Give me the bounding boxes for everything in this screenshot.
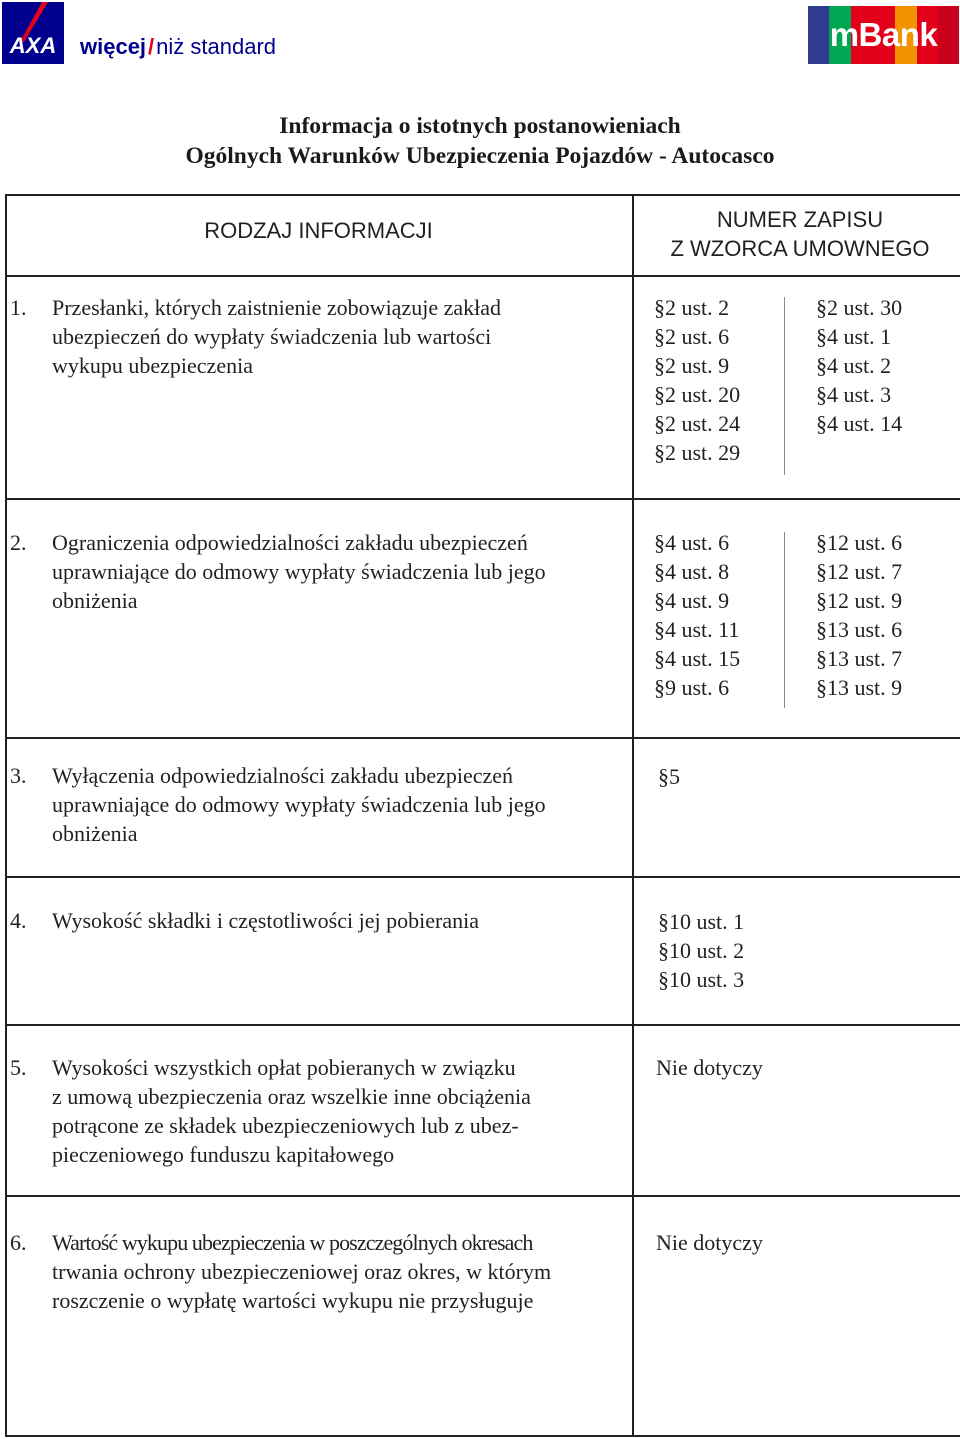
row-number: 5. — [10, 1055, 27, 1080]
reference-item: §13 ust. 7 — [816, 646, 903, 671]
reference-item: §10 ust. 3 — [658, 967, 745, 992]
row-description-line: uprawniające do odmowy wypłaty świadczenia lub jego — [52, 559, 546, 584]
reference-item: §4 ust. 3 — [816, 382, 892, 407]
row-description — [52, 293, 630, 380]
reference-item: §2 ust. 29 — [654, 440, 741, 465]
row-description-line: uprawniające do odmowy wypłaty świadczenia lub jego — [52, 792, 546, 817]
reference-item: Nie dotyczy — [656, 1055, 763, 1080]
row-references-primary — [658, 907, 744, 994]
column-header-type: RODZAJ INFORMACJI — [204, 218, 433, 243]
row-description — [52, 906, 630, 935]
row-references-primary — [654, 528, 740, 702]
title-line-1: Informacja o istotnych postanowieniach — [279, 113, 681, 139]
reference-item: §4 ust. 2 — [816, 353, 892, 378]
table-column-divider — [632, 194, 634, 1437]
reference-item: Nie dotyczy — [656, 1230, 763, 1255]
reference-item: §10 ust. 2 — [658, 938, 745, 963]
reference-separator — [784, 297, 785, 475]
reference-item: §2 ust. 24 — [654, 411, 741, 436]
row-description-line: Ograniczenia odpowiedzialności zakładu ubezpieczeń — [52, 530, 528, 555]
row-references-primary — [656, 1053, 763, 1082]
reference-item: §12 ust. 7 — [816, 559, 903, 584]
reference-item: §4 ust. 6 — [654, 530, 730, 555]
row-references-primary — [654, 293, 740, 467]
reference-item: §2 ust. 2 — [654, 295, 730, 320]
row-description-line: obniżenia — [52, 821, 138, 846]
row-description — [52, 528, 630, 615]
row-description-line: Wyłączenia odpowiedzialności zakładu ubezpieczeń — [52, 763, 514, 788]
row-description-line: potrącone ze składek ubezpieczeniowych lub z ubez- — [52, 1113, 519, 1138]
reference-item: §4 ust. 1 — [816, 324, 892, 349]
reference-item: §4 ust. 15 — [654, 646, 741, 671]
column-header-number-line-1: NUMER ZAPISU — [716, 207, 884, 232]
reference-item: §9 ust. 6 — [654, 675, 730, 700]
reference-item: §13 ust. 6 — [816, 617, 903, 642]
table-row-divider — [5, 498, 960, 500]
column-header-number-line-2: Z WZORCA UMOWNEGO — [670, 236, 930, 261]
reference-item: §13 ust. 9 — [816, 675, 903, 700]
mbank-logo — [808, 6, 959, 64]
reference-item: §5 — [658, 764, 680, 789]
row-description-line: z umową ubezpieczenia oraz wszelkie inne obciążenia — [52, 1084, 531, 1109]
row-number: 3. — [10, 763, 27, 788]
row-description-line: wykupu ubezpieczenia — [52, 353, 253, 378]
column-header-number — [640, 205, 960, 263]
row-description-line: Wartość wykupu ubezpieczenia w poszczególnych okresach — [52, 1230, 533, 1255]
tagline — [80, 34, 276, 60]
row-description-line: Wysokości wszystkich opłat pobieranych w związku — [52, 1055, 516, 1080]
table-row-divider — [5, 737, 960, 739]
title-line-2: Ogólnych Warunków Ubezpieczenia Pojazdów - Autocasco — [185, 143, 775, 169]
row-description-line: ubezpieczeń do wypłaty świadczenia lub wartości — [52, 324, 492, 349]
document-title — [0, 111, 960, 171]
row-number: 6. — [10, 1230, 27, 1255]
row-description — [52, 1228, 630, 1315]
row-description-line: Wysokość składki i częstotliwości jej pobierania — [52, 908, 479, 933]
reference-item: §4 ust. 14 — [816, 411, 903, 436]
row-references-secondary — [816, 293, 902, 438]
row-description — [52, 1053, 630, 1169]
tagline-rest: niż standard — [156, 34, 277, 59]
slash-icon: / — [148, 34, 155, 59]
table-row-divider — [5, 1195, 960, 1197]
reference-item: §2 ust. 9 — [654, 353, 730, 378]
row-description-line: pieczeniowego funduszu kapitałowego — [52, 1142, 395, 1167]
reference-item: §12 ust. 6 — [816, 530, 903, 555]
table-row-divider — [5, 1024, 960, 1026]
reference-item: §4 ust. 9 — [654, 588, 730, 613]
row-number: 2. — [10, 530, 27, 555]
tagline-strong: więcej — [80, 34, 147, 59]
reference-item: §4 ust. 8 — [654, 559, 730, 584]
row-description-line: obniżenia — [52, 588, 138, 613]
row-description-line: Przesłanki, których zaistnienie zobowiązuje zakład — [52, 295, 501, 320]
svg-text:AXA: AXA — [9, 33, 57, 58]
reference-item: §2 ust. 6 — [654, 324, 730, 349]
reference-separator — [784, 532, 785, 708]
axa-logo — [2, 2, 64, 64]
reference-item: §10 ust. 1 — [658, 909, 745, 934]
row-description — [52, 761, 630, 848]
table-row-divider — [5, 275, 960, 277]
row-description-line: roszczenie o wypłatę wartości wykupu nie przysługuje — [52, 1288, 534, 1313]
reference-item: §2 ust. 20 — [654, 382, 741, 407]
row-references-secondary — [816, 528, 902, 702]
row-references-primary — [656, 1228, 763, 1257]
reference-item: §4 ust. 11 — [654, 617, 740, 642]
reference-item: §2 ust. 30 — [816, 295, 903, 320]
mbank-logo-text: mBank — [829, 16, 938, 53]
row-references-primary — [658, 762, 680, 791]
table-row-divider — [5, 876, 960, 878]
row-description-line: trwania ochrony ubezpieczeniowej oraz okres, w którym — [52, 1259, 552, 1284]
row-number: 1. — [10, 295, 27, 320]
row-number: 4. — [10, 908, 27, 933]
reference-item: §12 ust. 9 — [816, 588, 903, 613]
